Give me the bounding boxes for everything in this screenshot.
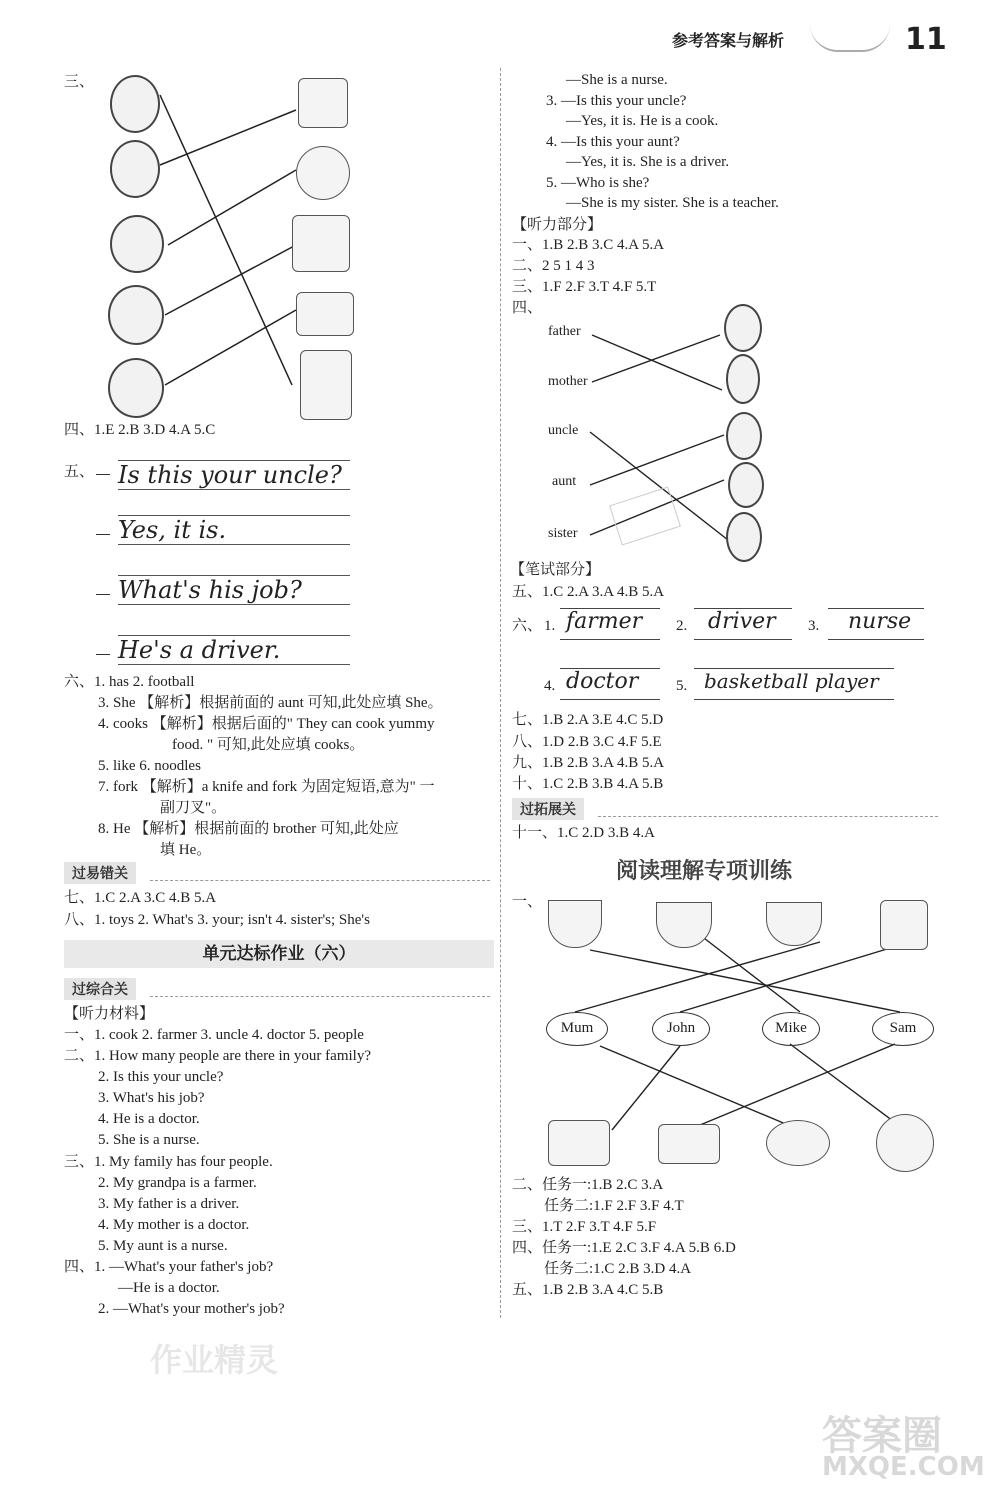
footer-logo: 答案圈 xyxy=(822,1413,942,1459)
soup-bowl-icon xyxy=(548,900,602,948)
r2a: 二、任务一:1.B 2.C 3.A xyxy=(512,1177,664,1193)
divider xyxy=(150,996,490,997)
worker-figure-icon xyxy=(726,354,760,404)
s6-line-4: food. " 可知,此处应填 cooks。 xyxy=(172,737,365,753)
w6-num-5: 5. xyxy=(676,678,688,694)
m3-3: 3. My father is a driver. xyxy=(98,1196,240,1212)
hw-line-3: What's his job? xyxy=(118,576,302,604)
woman-face-icon xyxy=(110,140,160,198)
m2-4: 4. He is a doctor. xyxy=(98,1111,200,1127)
m2-3: 3. What's his job? xyxy=(98,1090,205,1106)
w6-num-1: 1. xyxy=(544,618,556,634)
listen-part-title: 【听力部分】 xyxy=(512,217,603,233)
l1: 一、1.B 2.B 3.C 4.A 5.A xyxy=(512,237,665,253)
s6-line-8: 8. He 【解析】根据前面的 brother 可知,此处应 xyxy=(98,821,399,837)
watermark: 作业精灵 xyxy=(150,1341,279,1379)
r3: 三、1.T 2.F 3.T 4.F 5.F xyxy=(512,1219,657,1235)
nurse-cap-syringe-icon xyxy=(298,78,348,128)
w6-word-4: doctor xyxy=(566,669,639,694)
s6-line-3: 4. cooks 【解析】根据后面的" They can cook yummy xyxy=(98,716,435,732)
l4-label: 四、 xyxy=(512,300,543,316)
m2-2: 2. Is this your uncle? xyxy=(98,1069,224,1085)
s6-line-9: 填 He。 xyxy=(160,842,212,858)
girl-face-icon xyxy=(108,285,164,345)
chef-hat-utensils-icon xyxy=(300,350,352,420)
w11: 十一、1.C 2.D 3.B 4.A xyxy=(512,825,655,841)
handwriting-box-4 xyxy=(118,635,350,665)
w5: 五、1.C 2.A 3.A 4.B 5.A xyxy=(512,584,665,600)
m2-1: 二、1. How many people are there in your family? xyxy=(64,1048,371,1064)
listen-material-title: 【听力材料】 xyxy=(64,1006,155,1022)
teacher-figure-icon xyxy=(728,462,764,508)
r1-label: 一、 xyxy=(512,894,543,910)
name-john: John xyxy=(652,1012,710,1046)
page-number: 11 xyxy=(905,22,947,57)
w6-num-3: 3. xyxy=(808,618,820,634)
r-cont-1: —She is a nurse. xyxy=(566,72,668,88)
cook-figure-icon xyxy=(726,512,762,562)
m4-2: —He is a doctor. xyxy=(118,1280,220,1296)
badge-guoyicuo: 过易错关 xyxy=(64,862,136,884)
w6-word-5: basketball player xyxy=(704,669,879,693)
write-box-4 xyxy=(560,668,660,700)
steering-wheel-icon xyxy=(296,146,350,200)
w6-label: 六、 xyxy=(512,618,543,634)
m3-1: 三、1. My family has four people. xyxy=(64,1154,273,1170)
hw-line-4: He's a driver. xyxy=(118,636,281,664)
m3-4: 4. My mother is a doctor. xyxy=(98,1217,250,1233)
dash-mark xyxy=(96,474,116,475)
r-cont-4: 4. —Is this your aunt? xyxy=(546,134,680,150)
s7-answers: 七、1.C 2.A 3.C 4.B 5.A xyxy=(64,890,217,906)
roast-chicken-icon xyxy=(548,1120,610,1166)
handwriting-box-3 xyxy=(118,575,350,605)
hoe-icon xyxy=(296,292,354,336)
fish-plate-icon xyxy=(876,1114,934,1172)
m2-5: 5. She is a nurse. xyxy=(98,1132,200,1148)
r-cont-2: 3. —Is this your uncle? xyxy=(546,93,687,109)
badge-guotuozhan: 过拓展关 xyxy=(512,798,584,820)
stethoscope-icon xyxy=(292,215,350,272)
grandma-face-icon xyxy=(108,358,164,418)
word-uncle: uncle xyxy=(548,423,579,438)
s6-line-2: 3. She 【解析】根据前面的 aunt 可知,此处应填 She。 xyxy=(98,695,443,711)
w6-word-3: nurse xyxy=(848,609,912,634)
r-cont-3: —Yes, it is. He is a cook. xyxy=(566,113,719,129)
s6-line-5: 5. like 6. noodles xyxy=(98,758,201,774)
divider xyxy=(150,880,490,881)
w10: 十、1.C 2.B 3.B 4.A 5.B xyxy=(512,776,664,792)
l2: 二、2 5 1 4 3 xyxy=(512,258,595,274)
s6-line-7: 副刀叉"。 xyxy=(160,800,227,816)
vegetable-plate-icon xyxy=(766,1120,830,1166)
r4b: 任务二:1.C 2.B 3.D 4.A xyxy=(544,1261,692,1277)
r4a: 四、任务一:1.E 2.C 3.F 4.A 5.B 6.D xyxy=(512,1240,736,1256)
s6-line-1: 六、1. has 2. football xyxy=(64,674,195,690)
m3-2: 2. My grandpa is a farmer. xyxy=(98,1175,257,1191)
handwriting-box-1 xyxy=(118,460,350,490)
grandpa-face-icon xyxy=(110,215,164,273)
w6-word-1: farmer xyxy=(566,609,643,634)
s6-line-6: 7. fork 【解析】a knife and fork 为固定短语,意为" 一 xyxy=(98,779,435,795)
unit-title: 单元达标作业（六） xyxy=(64,940,494,968)
w9: 九、1.B 2.B 3.A 4.B 5.A xyxy=(512,755,665,771)
w6-word-2: driver xyxy=(708,609,776,634)
reading-title: 阅读理解专项训练 xyxy=(616,859,793,884)
r-cont-6: 5. —Who is she? xyxy=(546,175,650,191)
word-sister: sister xyxy=(548,526,578,541)
r-cont-7: —She is my sister. She is a teacher. xyxy=(566,195,779,211)
r2b: 任务二:1.F 2.F 3.F 4.T xyxy=(544,1198,684,1214)
man-face-icon xyxy=(110,75,160,133)
grilled-meat-icon xyxy=(658,1124,720,1164)
badge-guozonghe: 过综合关 xyxy=(64,978,136,1000)
divider xyxy=(598,816,938,817)
s3-label: 三、 xyxy=(64,74,95,90)
name-mike: Mike xyxy=(762,1012,820,1046)
m1: 一、1. cook 2. farmer 3. uncle 4. doctor 5. people xyxy=(64,1027,364,1043)
word-father: father xyxy=(548,324,581,339)
woman-figure-icon xyxy=(726,412,762,460)
word-mother: mother xyxy=(548,374,588,389)
s5-label: 五、 xyxy=(64,464,95,480)
r-cont-5: —Yes, it is. She is a driver. xyxy=(566,154,730,170)
footer-url: MXQE.COM xyxy=(822,1452,985,1482)
w8: 八、1.D 2.B 3.C 4.F 5.E xyxy=(512,734,662,750)
write-box-5 xyxy=(694,668,894,700)
name-mum: Mum xyxy=(546,1012,608,1046)
s4-answers: 四、1.E 2.B 3.D 4.A 5.C xyxy=(64,422,216,438)
word-aunt: aunt xyxy=(552,474,577,489)
write-box-3 xyxy=(828,608,924,640)
w6-num-4: 4. xyxy=(544,678,556,694)
header-title: 参考答案与解析 xyxy=(672,31,785,50)
handwriting-box-2 xyxy=(118,515,350,545)
juice-drink-icon xyxy=(880,900,928,950)
w6-num-2: 2. xyxy=(676,618,688,634)
name-sam: Sam xyxy=(872,1012,934,1046)
l3: 三、1.F 2.F 3.T 4.F 5.T xyxy=(512,279,657,295)
write-box-1 xyxy=(560,608,660,640)
write-box-2 xyxy=(694,608,792,640)
nurse-figure-icon xyxy=(724,304,762,352)
w7: 七、1.B 2.A 3.E 4.C 5.D xyxy=(512,712,664,728)
m4-3: 2. —What's your mother's job? xyxy=(98,1301,285,1317)
m3-5: 5. My aunt is a nurse. xyxy=(98,1238,228,1254)
m4-1: 四、1. —What's your father's job? xyxy=(64,1259,274,1275)
s8-answers: 八、1. toys 2. What's 3. your; isn't 4. sister's; She's xyxy=(64,912,370,928)
hw-line-1: Is this your uncle? xyxy=(118,461,342,489)
hw-line-2: Yes, it is. xyxy=(118,516,227,544)
r5: 五、1.B 2.B 3.A 4.C 5.B xyxy=(512,1282,664,1298)
written-part-title: 【笔试部分】 xyxy=(510,562,601,578)
